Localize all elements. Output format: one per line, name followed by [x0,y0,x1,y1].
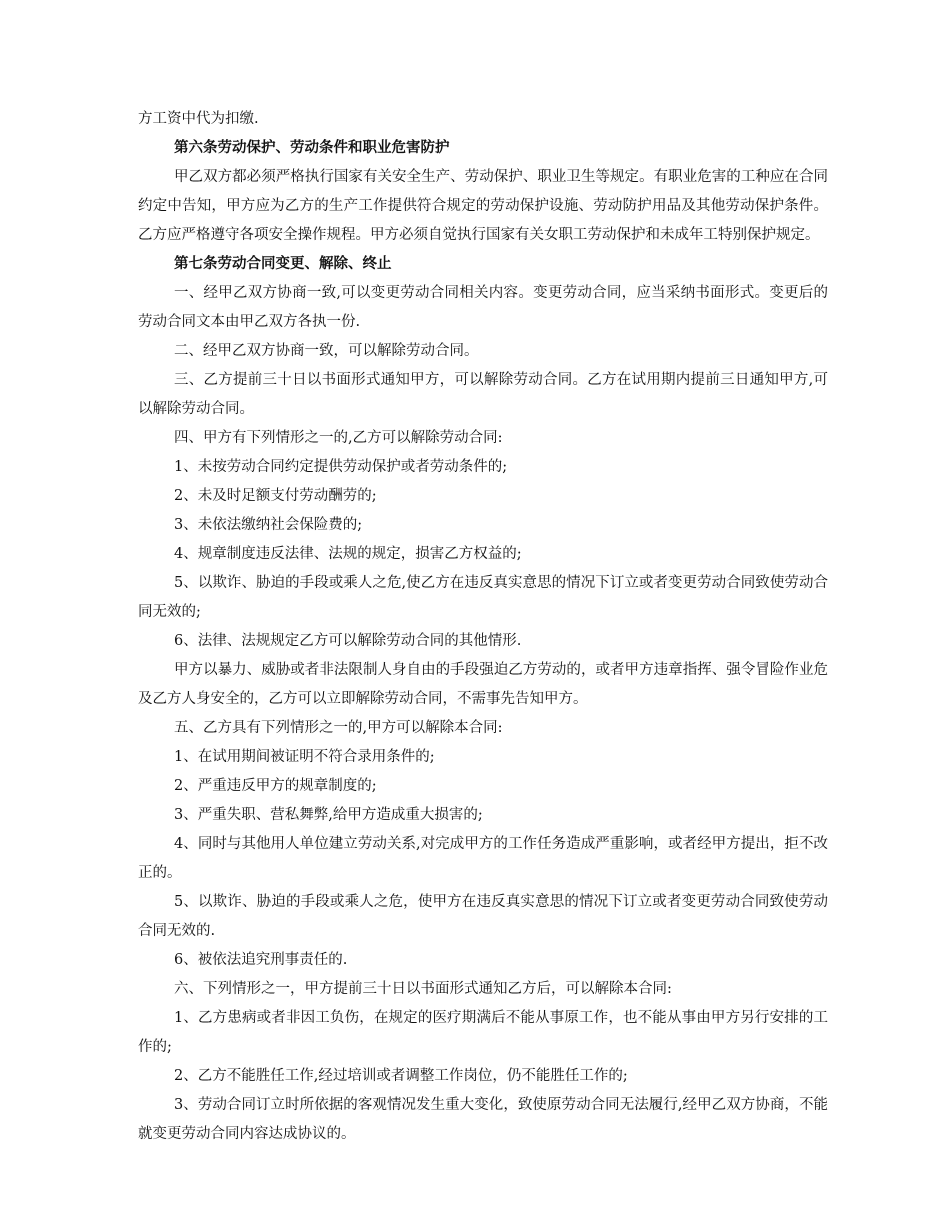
paragraph-continuation: 方工资中代为扣缴. [138,111,259,127]
clause-6-item-2: 2、乙方不能胜任工作,经过培训或者调整工作岗位，仍不能胜任工作的; [174,1068,628,1084]
article-7-heading: 第七条劳动合同变更、解除、终止 [174,256,392,272]
clause-5-item-5: 5、以欺诈、胁迫的手段或乘人之危，使甲方在违反真实意思的情况下订立或者变更劳动合同致使劳动合同无效的. [138,894,828,939]
clause-1-change: 一、经甲乙双方协商一致,可以变更劳动合同相关内容。变更劳动合同，应当采纳书面形式。变更后的劳动合同文本由甲乙双方各执一份. [138,285,828,330]
clause-5-item-1: 1、在试用期间被证明不符合录用条件的; [174,749,435,765]
clause-4-item-1: 1、未按劳动合同约定提供劳动保护或者劳动条件的; [174,459,508,475]
clause-3-notice: 三、乙方提前三十日以书面形式通知甲方，可以解除劳动合同。乙方在试用期内提前三日通知甲方,可以解除劳动合同。 [138,372,828,417]
clause-5-item-3: 3、严重失职、营私舞弊,给甲方造成重大损害的; [174,807,483,823]
clause-4-item-4: 4、规章制度违反法律、法规的规定，损害乙方权益的; [174,546,522,562]
clause-4-item-2: 2、未及时足额支付劳动酬劳的; [174,488,377,504]
clause-5-item-6: 6、被依法追究刑事责任的. [174,952,348,968]
clause-5-item-4: 4、同时与其他用人单位建立劳动关系,对完成甲方的工作任务造成严重影响，或者经甲方提出，拒不改正的。 [138,836,828,881]
article-6-body: 甲乙双方都必须严格执行国家有关安全生产、劳动保护、职业卫生等规定。有职业危害的工种应在合同约定中告知，甲方应为乙方的生产工作提供符合规定的劳动保护设施、劳动防护用品及其他劳动保护条件。乙方应严格遵守各项安全操作规程。甲方必须自觉执行国家有关女职工劳动保护和未成年工特别保护规定。 [138,169,828,243]
clause-5-item-2: 2、严重违反甲方的规章制度的; [174,778,377,794]
clause-2-mutual-termination: 二、经甲乙双方协商一致，可以解除劳动合同。 [174,343,479,359]
document-page [138,105,828,1149]
clause-4-item-5: 5、以欺诈、胁迫的手段或乘人之危,使乙方在违反真实意思的情况下订立或者变更劳动合同致使劳动合同无效的; [138,575,828,620]
clause-4-item-6: 6、法律、法规规定乙方可以解除劳动合同的其他情形. [174,633,522,649]
clause-6-item-3: 3、劳动合同订立时所依据的客观情况发生重大变化，致使原劳动合同无法履行,经甲乙双方协商，不能就变更劳动合同内容达成协议的。 [138,1097,828,1142]
clause-4-intro: 四、甲方有下列情形之一的,乙方可以解除劳动合同: [174,430,503,446]
article-6-heading: 第六条劳动保护、劳动条件和职业危害防护 [174,140,450,156]
clause-4-immediate: 甲方以暴力、威胁或者非法限制人身自由的手段强迫乙方劳动的，或者甲方违章指挥、强令冒险作业危及乙方人身安全的，乙方可以立即解除劳动合同，不需事先告知甲方。 [138,662,828,707]
clause-6-intro: 六、下列情形之一，甲方提前三十日以书面形式通知乙方后，可以解除本合同: [174,981,672,997]
clause-6-item-1: 1、乙方患病或者非因工负伤，在规定的医疗期满后不能从事原工作，也不能从事由甲方另行安排的工作的; [138,1010,828,1055]
clause-5-intro: 五、乙方具有下列情形之一的,甲方可以解除本合同: [174,720,503,736]
clause-4-item-3: 3、未依法缴纳社会保险费的; [174,517,363,533]
